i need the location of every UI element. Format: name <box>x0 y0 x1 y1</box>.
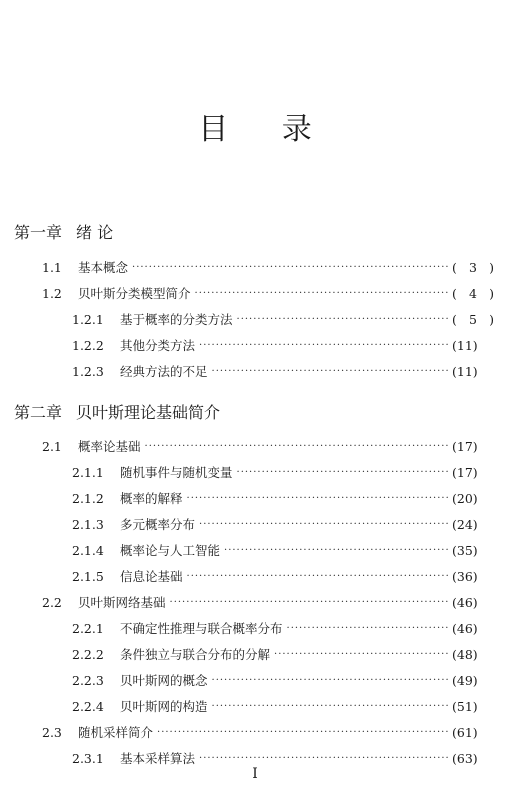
section-title: 概率的解释 <box>120 491 183 506</box>
section-title: 贝叶斯网的概念 <box>120 673 208 688</box>
chapter-heading-1[interactable] <box>14 220 113 243</box>
dot-leader <box>212 362 448 382</box>
page-ref: (46) <box>452 595 478 610</box>
section-number: 1.2.2 <box>72 338 104 353</box>
dot-leader <box>237 463 448 483</box>
dot-leader <box>224 541 448 561</box>
page-title: 目 录 <box>198 112 334 147</box>
section-number: 2.2.4 <box>72 699 104 714</box>
dot-leader <box>157 723 448 743</box>
section-title: 贝叶斯分类模型简介 <box>78 286 191 301</box>
toc-entry-2-2-3[interactable] <box>72 671 494 691</box>
section-title: 其他分类方法 <box>120 338 196 353</box>
dot-leader <box>237 310 448 330</box>
page-ref: (51) <box>452 699 478 714</box>
dot-leader <box>187 489 448 509</box>
page-ref: (63) <box>452 751 478 766</box>
section-number: 2.1.1 <box>72 465 104 480</box>
chapter-title: 绪 论 <box>76 223 114 242</box>
section-title: 多元概率分布 <box>120 517 196 532</box>
page-ref: (49) <box>452 673 478 688</box>
toc-entry-2-1-5[interactable] <box>72 567 494 587</box>
dot-leader <box>145 437 448 457</box>
section-number: 2.2 <box>42 595 62 610</box>
section-number: 1.2 <box>42 286 62 301</box>
toc-entry-1-2[interactable] <box>42 284 494 304</box>
section-number: 2.2.3 <box>72 673 104 688</box>
section-number: 1.2.1 <box>72 312 104 327</box>
page-ref: (35) <box>452 543 478 558</box>
section-title: 贝叶斯网络基础 <box>78 595 166 610</box>
page-ref: (24) <box>452 517 478 532</box>
page-number: I <box>252 766 258 782</box>
chapter-number: 第一章 <box>14 223 63 242</box>
section-title: 概率论与人工智能 <box>120 543 221 558</box>
chapter-number: 第二章 <box>14 403 63 422</box>
toc-entry-2-1[interactable] <box>42 437 494 457</box>
toc-entry-1-2-3[interactable] <box>72 362 494 382</box>
page-ref: (17) <box>452 439 478 454</box>
toc-entry-2-1-1[interactable] <box>72 463 494 483</box>
dot-leader <box>212 697 448 717</box>
toc-entry-1-2-1[interactable] <box>72 310 494 330</box>
chapter-title: 贝叶斯理论基础简介 <box>76 403 221 422</box>
toc-entry-1-2-2[interactable] <box>72 336 494 356</box>
toc-entry-2-1-3[interactable] <box>72 515 494 535</box>
toc-entry-1-1[interactable] <box>42 258 494 278</box>
toc-entry-2-1-2[interactable] <box>72 489 494 509</box>
section-title: 经典方法的不足 <box>120 364 208 379</box>
section-title: 随机采样简介 <box>78 725 154 740</box>
section-title: 基于概率的分类方法 <box>120 312 233 327</box>
dot-leader <box>195 284 448 304</box>
page-ref: ( 4 ) <box>452 286 494 301</box>
dot-leader <box>199 336 448 356</box>
chapter-heading-2[interactable] <box>14 400 220 423</box>
page-ref: (61) <box>452 725 478 740</box>
section-number: 1.1 <box>42 260 62 275</box>
page-ref: (46) <box>452 621 478 636</box>
dot-leader <box>199 515 448 535</box>
section-title: 基本概念 <box>78 260 129 275</box>
page-ref: (48) <box>452 647 478 662</box>
toc-entry-2-2-2[interactable] <box>72 645 494 665</box>
dot-leader <box>187 567 448 587</box>
dot-leader <box>212 671 448 691</box>
dot-leader <box>274 645 448 665</box>
page-ref: (11) <box>452 338 478 353</box>
page-ref: (20) <box>452 491 478 506</box>
section-title: 概率论基础 <box>78 439 141 454</box>
toc-entry-2-1-4[interactable] <box>72 541 494 561</box>
dot-leader <box>170 593 448 613</box>
section-number: 2.1.2 <box>72 491 104 506</box>
toc-entry-2-2-1[interactable] <box>72 619 494 639</box>
section-number: 2.1.5 <box>72 569 104 584</box>
section-number: 2.3 <box>42 725 62 740</box>
page-ref: (17) <box>452 465 478 480</box>
section-number: 2.1.3 <box>72 517 104 532</box>
section-number: 2.2.1 <box>72 621 104 636</box>
dot-leader <box>132 258 448 278</box>
toc-entry-2-3[interactable] <box>42 723 494 743</box>
section-title: 基本采样算法 <box>120 751 196 766</box>
page-ref: (11) <box>452 364 478 379</box>
section-title: 贝叶斯网的构造 <box>120 699 208 714</box>
toc-entry-2-2[interactable] <box>42 593 494 613</box>
section-title: 不确定性推理与联合概率分布 <box>120 621 283 636</box>
page-ref: (36) <box>452 569 478 584</box>
section-number: 2.3.1 <box>72 751 104 766</box>
section-number: 2.1.4 <box>72 543 104 558</box>
page-ref: ( 5 ) <box>452 312 494 327</box>
section-number: 1.2.3 <box>72 364 104 379</box>
toc-entry-2-2-4[interactable] <box>72 697 494 717</box>
page-ref: ( 3 ) <box>452 260 494 275</box>
section-title: 随机事件与随机变量 <box>120 465 233 480</box>
section-number: 2.2.2 <box>72 647 104 662</box>
section-title: 条件独立与联合分布的分解 <box>120 647 271 662</box>
section-title: 信息论基础 <box>120 569 183 584</box>
dot-leader <box>287 619 448 639</box>
section-number: 2.1 <box>42 439 62 454</box>
